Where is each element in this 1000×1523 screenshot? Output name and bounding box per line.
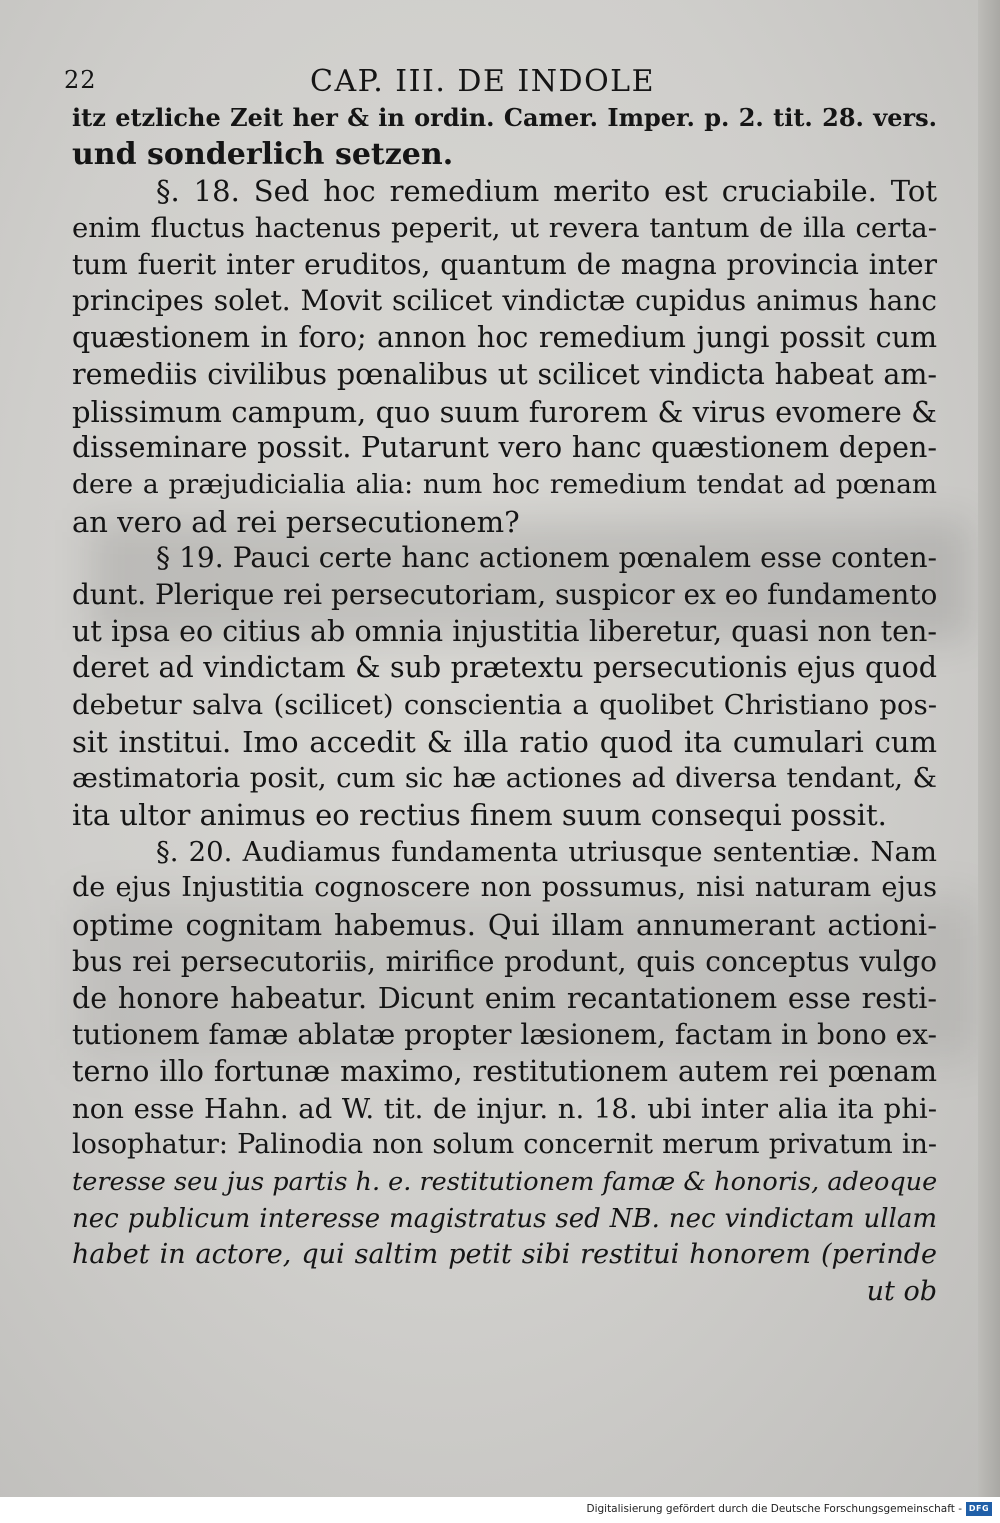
running-head-title: CAP. III. DE INDOLE xyxy=(310,64,655,99)
text-line: debetur salva (scilicet) conscientia a quolibet Christiano pos- xyxy=(72,689,937,721)
text-line: optime cognitam habemus. Qui illam annumerant actioni- xyxy=(72,908,937,943)
text-line: deret ad vindictam & sub prætextu persecutionis ejus quod xyxy=(72,651,937,685)
paragraph-18-start: §. 18. Sed hoc remedium merito est cruciabile. Tot xyxy=(156,174,937,209)
page-edge xyxy=(978,0,1000,1497)
text-line: de ejus Injustitia cognoscere non possumus, nisi naturam ejus xyxy=(72,872,937,904)
text-line: æstimatoria posit, cum sic hæ actiones ad diversa tendant, & xyxy=(72,762,937,795)
text-line: quæstionem in foro; annon hoc remedium jungi possit cum xyxy=(72,321,937,355)
text-line: disseminare possit. Putarunt vero hanc quæstionem depen- xyxy=(72,431,937,465)
page-number: 22 xyxy=(64,66,97,94)
text-line: ut ipsa eo citius ab omnia injustitia liberetur, quasi non ten- xyxy=(72,614,937,648)
text-line: enim fluctus hactenus peperit, ut revera tantum de illa certa- xyxy=(72,212,937,245)
text-line: principes solet. Movit scilicet vindictæ cupidus animus hanc xyxy=(72,284,937,318)
text-line: itz etzliche Zeit her & in ordin. Camer. Imper. p. 2. tit. 28. vers. xyxy=(72,103,937,132)
footer-bar xyxy=(0,1497,1000,1523)
dfg-logo: DFG xyxy=(966,1502,992,1516)
catchword: ut ob xyxy=(866,1276,937,1307)
paragraph-20-start: §. 20. Audiamus fundamenta utriusque sententiæ. Nam xyxy=(156,835,937,868)
running-head xyxy=(64,60,937,100)
text-line: terno illo fortunæ maximo, restitutionem autem rei pœnam xyxy=(72,1054,937,1088)
text-line: de honore habeatur. Dicunt enim recantationem esse resti- xyxy=(72,981,937,1015)
text-line: tum fuerit inter eruditos, quantum de magna provincia inter xyxy=(72,247,937,281)
text-line: non esse Hahn. ad W. tit. de injur. n. 18. ubi inter alia ita phi- xyxy=(72,1092,937,1125)
page-text-block xyxy=(64,60,938,1310)
quotation-line: habet in actore, qui saltim petit sibi restitui honorem (perinde xyxy=(72,1239,937,1271)
text-line: remediis civilibus pœnalibus ut scilicet vindicta habeat am- xyxy=(72,357,937,391)
text-line: bus rei persecutoriis, mirifice produnt, quis conceptus vulgo xyxy=(72,944,937,978)
quotation-line: teresse seu jus partis h. e. restitutionem famæ & honoris, adeoque xyxy=(72,1166,938,1197)
text-line: und sonderlich setzen. xyxy=(72,136,454,172)
text-line: dere a præjudicialia alia: num hoc remedium tendat ad pœnam xyxy=(72,468,937,500)
quotation-line: nec publicum interesse magistratus sed NB. nec vindictam ullam xyxy=(72,1203,937,1234)
text-line: dunt. Plerique rei persecutoriam, suspicor ex eo fundamento xyxy=(72,577,938,611)
text-line: an vero ad rei persecutionem? xyxy=(72,504,520,539)
paragraph-19-start: § 19. Pauci certe hanc actionem pœnalem esse conten- xyxy=(156,541,937,575)
footer-credit: Digitalisierung gefördert durch die Deutsche Forschungsgemeinschaft - xyxy=(586,1503,962,1515)
text-line: sit institui. Imo accedit & illa ratio quod ita cumulari cum xyxy=(72,724,937,759)
text-line: plissimum campum, quo suum furorem & virus evomere & xyxy=(72,394,937,429)
text-line: tutionem famæ ablatæ propter læsionem, factam in bono ex- xyxy=(72,1018,937,1052)
text-line: losophatur: Palinodia non solum concernit merum privatum in- xyxy=(72,1129,937,1161)
text-line: ita ultor animus eo rectius finem suum consequi possit. xyxy=(72,798,887,833)
